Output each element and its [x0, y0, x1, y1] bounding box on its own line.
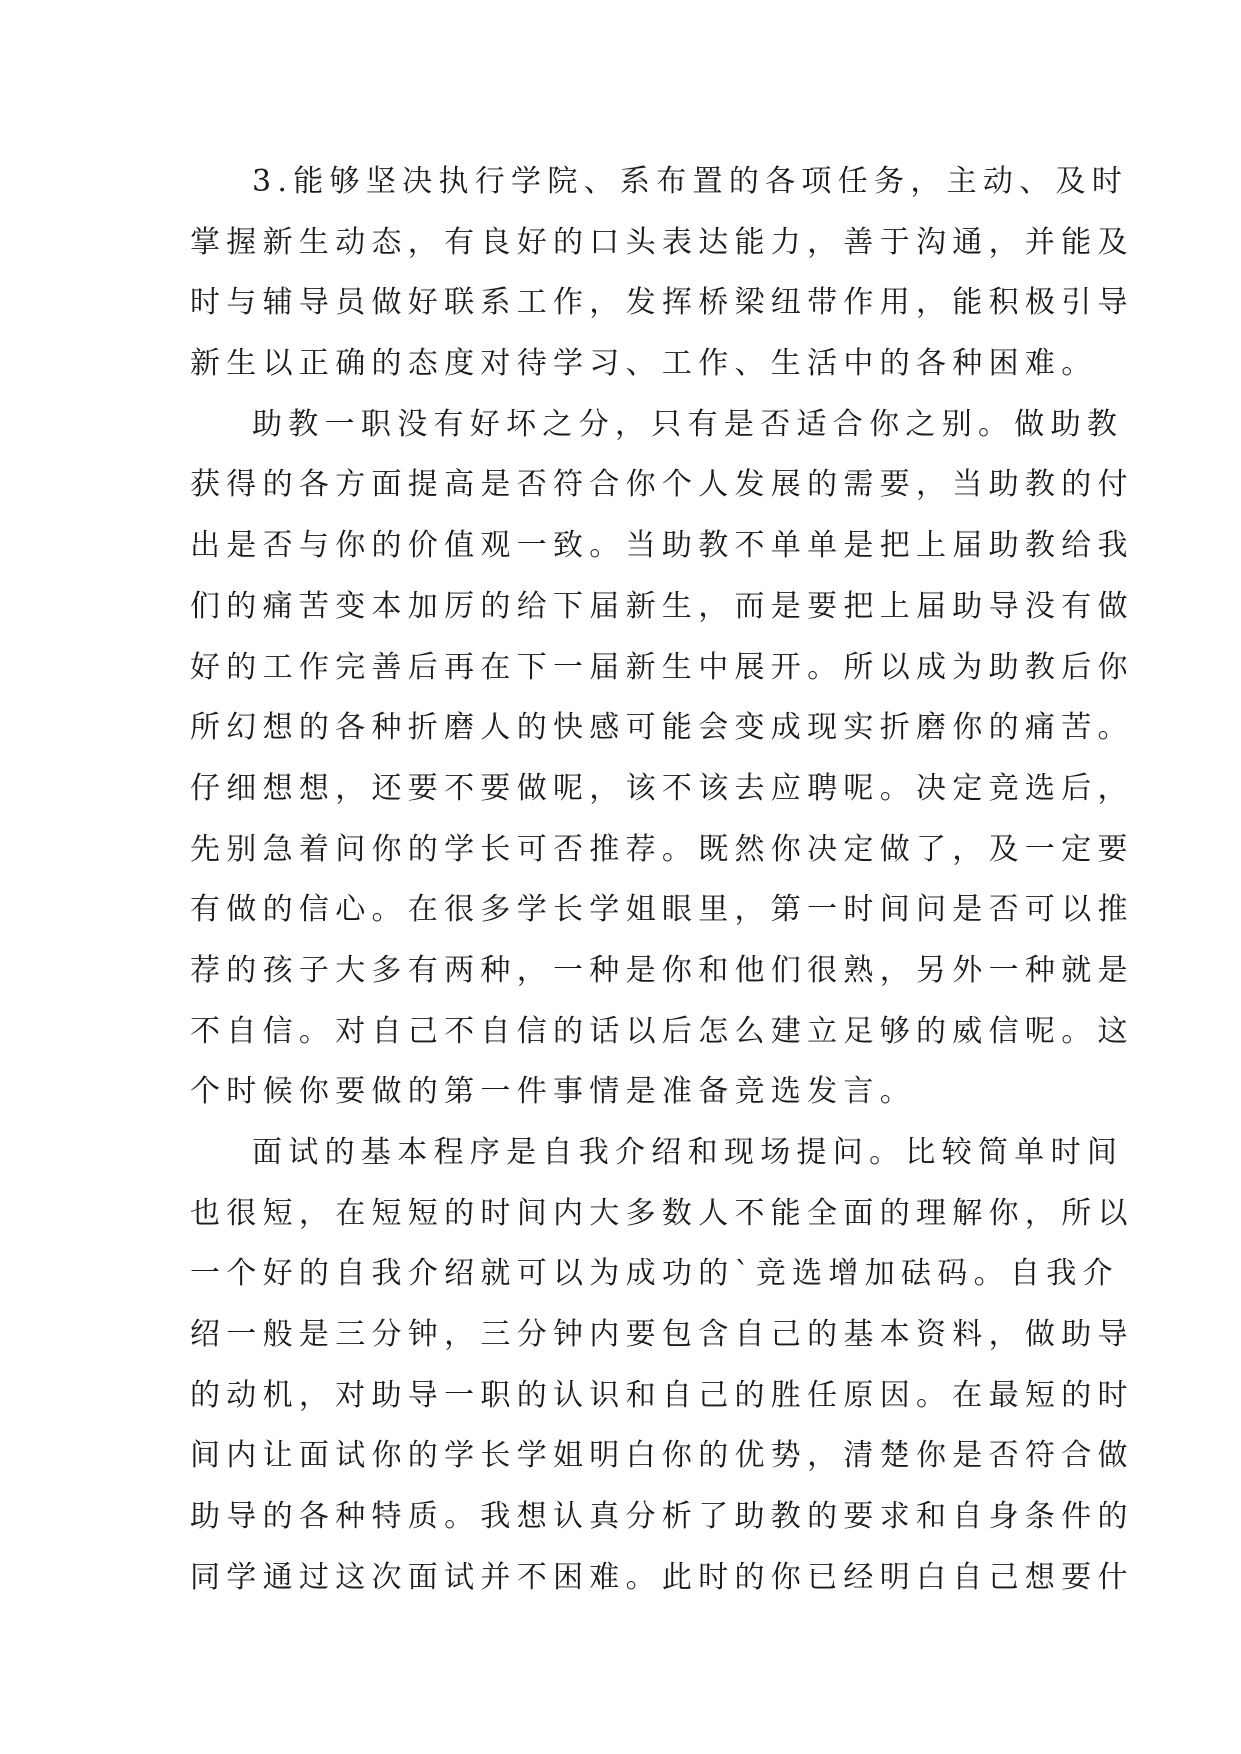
text-line: 间内让面试你的学长学姐明白你的优势，清楚你是否符合做 [190, 1438, 1134, 1474]
body-text [190, 160, 1134, 1617]
text-line: 助教一职没有好坏之分，只有是否适合你之别。做助教 [252, 406, 1124, 442]
text-line: 先别急着问你的学长可否推荐。既然你决定做了，及一定要 [190, 831, 1134, 867]
text-line: 个时候你要做的第一件事情是准备竞选发言。 [190, 1074, 916, 1110]
text-line: 新生以正确的态度对待学习、工作、生活中的各种困难。 [190, 346, 1098, 382]
text-line: 所幻想的各种折磨人的快感可能会变成现实折磨你的痛苦。 [190, 710, 1134, 746]
text-line: 好的工作完善后再在下一届新生中展开。所以成为助教后你 [190, 649, 1134, 685]
text-line: 仔细想想，还要不要做呢，该不该去应聘呢。决定竞选后， [190, 770, 1134, 806]
text-line: 一个好的自我介绍就可以为成功的`竞选增加砝码。自我介 [190, 1256, 1119, 1292]
text-line: 也很短，在短短的时间内大多数人不能全面的理解你，所以 [190, 1195, 1134, 1231]
text-line: 的动机，对助导一职的认识和自己的胜任原因。在最短的时 [190, 1377, 1134, 1413]
text-line: 们的痛苦变本加厉的给下届新生，而是要把上届助导没有做 [190, 588, 1134, 624]
text-line: 时与辅导员做好联系工作，发挥桥梁纽带作用，能积极引导 [190, 285, 1134, 321]
text-line: 3.能够坚决执行学院、系布置的各项任务，主动、及时 [252, 164, 1129, 199]
text-line: 有做的信心。在很多学长学姐眼里，第一时间问是否可以推 [190, 892, 1134, 928]
text-line: 掌握新生动态，有良好的口头表达能力，善于沟通，并能及 [190, 224, 1134, 260]
text-line: 助导的各种特质。我想认真分析了助教的要求和自身条件的 [190, 1499, 1134, 1535]
text-line: 获得的各方面提高是否符合你个人发展的需要，当助教的付 [190, 467, 1134, 503]
text-line: 同学通过这次面试并不困难。此时的你已经明白自己想要什 [190, 1559, 1134, 1595]
text-line: 绍一般是三分钟，三分钟内要包含自己的基本资料，做助导 [190, 1317, 1134, 1353]
text-line: 面试的基本程序是自我介绍和现场提问。比较简单时间 [252, 1135, 1124, 1170]
text-line: 不自信。对自己不自信的话以后怎么建立足够的威信呢。这 [190, 1013, 1134, 1049]
text-line: 出是否与你的价值观一致。当助教不单单是把上届助教给我 [190, 528, 1134, 564]
text-line: 荐的孩子大多有两种，一种是你和他们很熟，另外一种就是 [190, 952, 1134, 988]
